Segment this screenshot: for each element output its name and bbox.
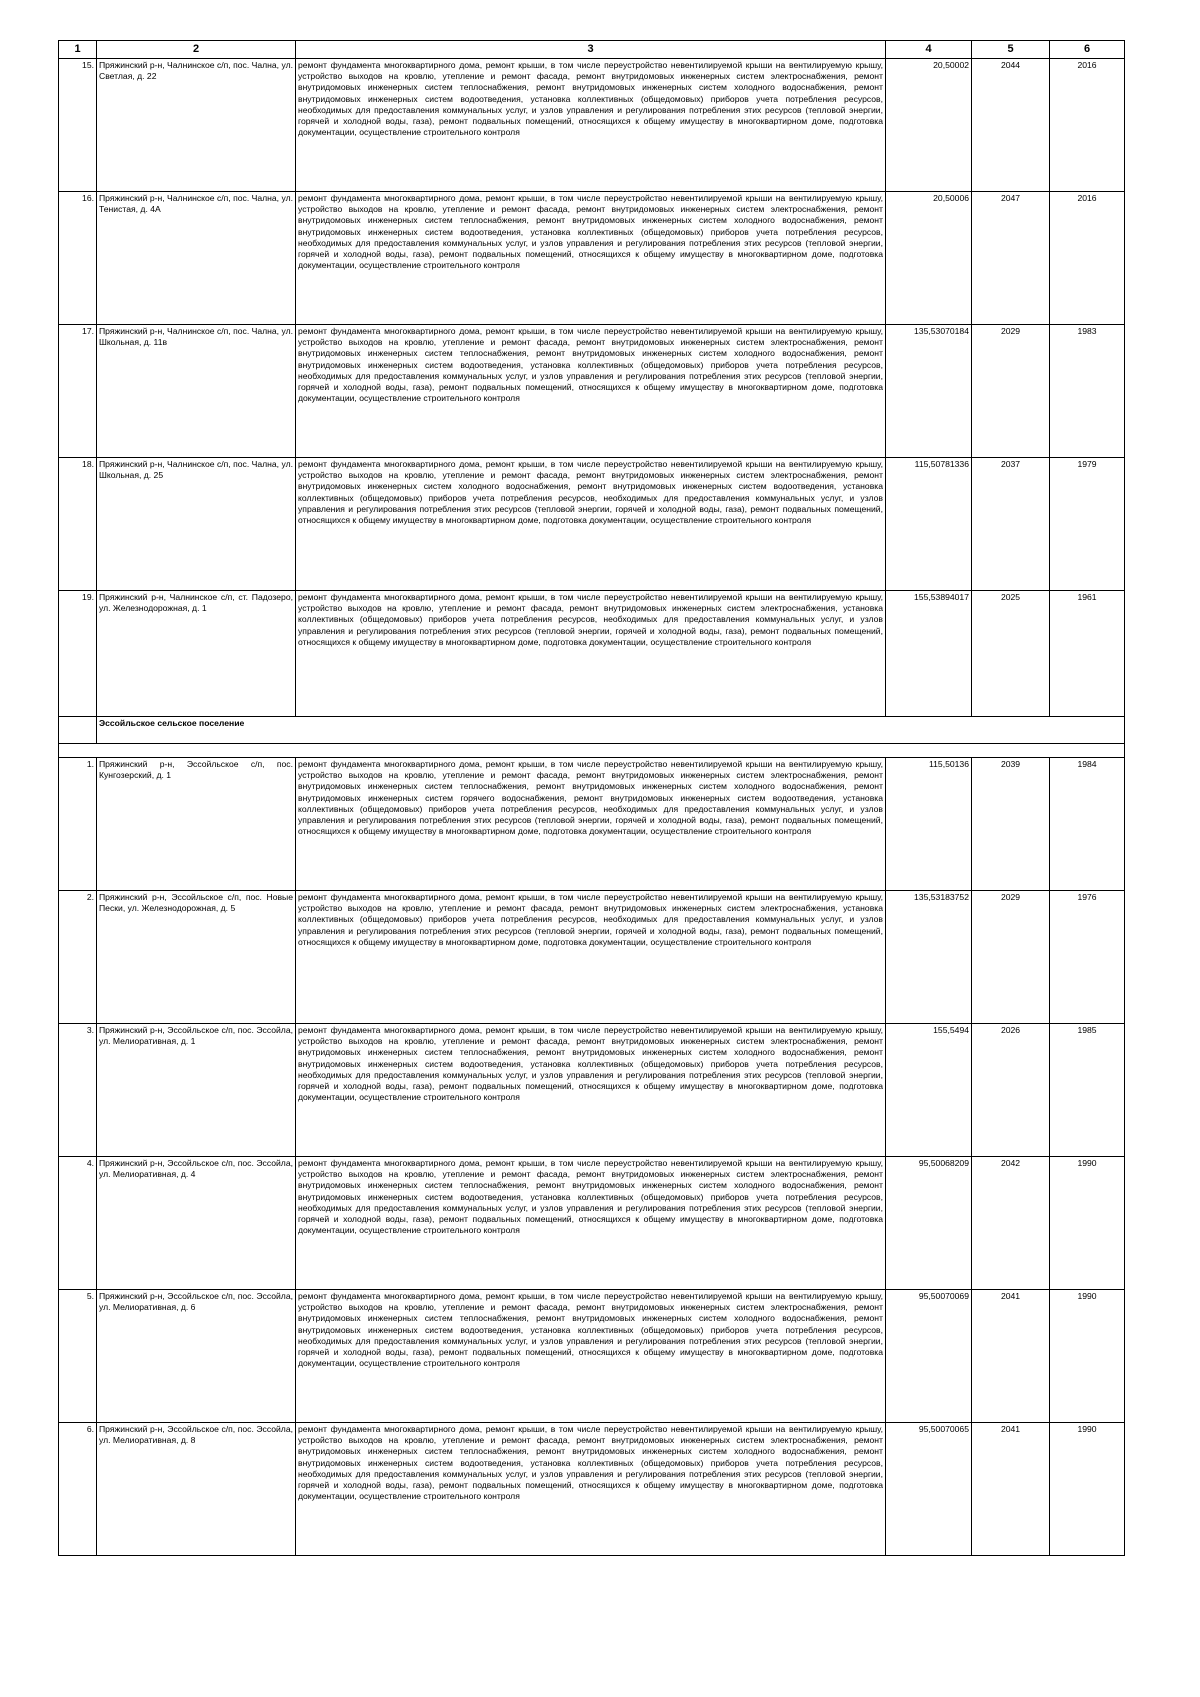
- row-number: 3.: [59, 1024, 97, 1157]
- row-address: Пряжинский р-н, Чалнинское с/п, пос. Чална, ул. Тенистая, д. 4А: [97, 192, 296, 325]
- row-year-built: 1990: [1050, 1290, 1125, 1423]
- row-works: ремонт фундамента многоквартирного дома, ремонт крыши, в том числе переустройство невентилируемой крыши на вентилируемую крышу, устройство выходов на кровлю, утепление и ремонт фасада, ремонт внутридомовых инженерных систем электроснабжения, ремонт внутридомовых инженерных систем теплоснабжения, ремонт внутридомовых инженерных систем холодного водоснабжения, ремонт внутридомовых инженерных систем водоотведения, установка коллективных (общедомовых) приборов учета потребления ресурсов, необходимых для предоставления коммунальных услуг, и узлов управления и регулирования потребления этих ресурсов (тепловой энергии, горячей и холодной воды, газа), ремонт подвальных помещений, относящихся к общему имуществу в многоквартирном доме, подготовка документации, осуществление строительного контроля: [296, 59, 886, 192]
- row-year-planned: 2042: [972, 1157, 1050, 1290]
- table-row: [59, 1290, 1125, 1423]
- row-year-built: 1976: [1050, 891, 1125, 1024]
- table-row: [59, 1024, 1125, 1157]
- column-header-1: 1: [59, 41, 97, 59]
- row-works: ремонт фундамента многоквартирного дома, ремонт крыши, в том числе переустройство невентилируемой крыши на вентилируемую крышу, устройство выходов на кровлю, утепление и ремонт фасада, ремонт внутридомовых инженерных систем электроснабжения, ремонт внутридомовых инженерных систем теплоснабжения, ремонт внутридомовых инженерных систем холодного водоснабжения, ремонт внутридомовых инженерных систем водоотведения, установка коллективных (общедомовых) приборов учета потребления ресурсов, необходимых для предоставления коммунальных услуг, и узлов управления и регулирования потребления этих ресурсов (тепловой энергии, горячей и холодной воды, газа), ремонт подвальных помещений, относящихся к общему имуществу в многоквартирном доме, подготовка документации, осуществление строительного контроля: [296, 325, 886, 458]
- row-works: ремонт фундамента многоквартирного дома, ремонт крыши, в том числе переустройство невентилируемой крыши на вентилируемую крышу, устройство выходов на кровлю, утепление и ремонт фасада, ремонт внутридомовых инженерных систем электроснабжения, установка коллективных (общедомовых) приборов учета потребления ресурсов, необходимых для предоставления коммунальных услуг, и узлов управления и регулирования потребления этих ресурсов (тепловой энергии, горячей и холодной воды, газа), ремонт подвальных помещений, относящихся к общему имуществу в многоквартирном доме, подготовка документации, осуществление строительного контроля: [296, 891, 886, 1024]
- row-number: 19.: [59, 591, 97, 717]
- row-year-built: 1979: [1050, 458, 1125, 591]
- column-header-4: 4: [886, 41, 972, 59]
- capital-repair-table: [58, 40, 1125, 1556]
- row-year-built: 1990: [1050, 1157, 1125, 1290]
- row-address: Пряжинский р-н, Эссойльское с/п, пос. Эссойла, ул. Мелиоративная, д. 1: [97, 1024, 296, 1157]
- row-year-planned: 2047: [972, 192, 1050, 325]
- column-header-6: 6: [1050, 41, 1125, 59]
- column-header-3: 3: [296, 41, 886, 59]
- row-year-built: 1990: [1050, 1423, 1125, 1556]
- row-year-planned: 2039: [972, 758, 1050, 891]
- row-address: Пряжинский р-н, Чалнинское с/п, пос. Чална, ул. Школьная, д. 25: [97, 458, 296, 591]
- row-year-built: 2016: [1050, 192, 1125, 325]
- table-header: [59, 41, 1125, 59]
- row-year-planned: 2041: [972, 1423, 1050, 1556]
- row-year-planned: 2044: [972, 59, 1050, 192]
- row-cost: 155,53894017: [886, 591, 972, 717]
- table-row: [59, 1157, 1125, 1290]
- row-number: 1.: [59, 758, 97, 891]
- table-body: [59, 59, 1125, 1556]
- row-address: Пряжинский р-н, Эссойльское с/п, пос. Эссойла, ул. Мелиоративная, д. 6: [97, 1290, 296, 1423]
- section-gap-row: [59, 744, 1125, 758]
- table-row: [59, 1423, 1125, 1556]
- row-address: Пряжинский р-н, Чалнинское с/п, ст. Падозеро, ул. Железнодорожная, д. 1: [97, 591, 296, 717]
- table-row: [59, 192, 1125, 325]
- row-cost: 135,53183752: [886, 891, 972, 1024]
- row-cost: 20,50002: [886, 59, 972, 192]
- row-works: ремонт фундамента многоквартирного дома, ремонт крыши, в том числе переустройство невентилируемой крыши на вентилируемую крышу, устройство выходов на кровлю, утепление и ремонт фасада, ремонт внутридомовых инженерных систем электроснабжения, установка коллективных (общедомовых) приборов учета потребления ресурсов, необходимых для предоставления коммунальных услуг, и узлов управления и регулирования потребления этих ресурсов (тепловой энергии, горячей и холодной воды, газа), ремонт подвальных помещений, относящихся к общему имуществу в многоквартирном доме, подготовка документации, осуществление строительного контроля: [296, 591, 886, 717]
- row-cost: 155,5494: [886, 1024, 972, 1157]
- row-number: 16.: [59, 192, 97, 325]
- row-number: 4.: [59, 1157, 97, 1290]
- table-row: [59, 458, 1125, 591]
- row-cost: 115,50136: [886, 758, 972, 891]
- row-address: Пряжинский р-н, Эссойльское с/п, пос. Новые Пески, ул. Железнодорожная, д. 5: [97, 891, 296, 1024]
- row-cost: 95,50070065: [886, 1423, 972, 1556]
- row-works: ремонт фундамента многоквартирного дома, ремонт крыши, в том числе переустройство невентилируемой крыши на вентилируемую крышу, устройство выходов на кровлю, утепление и ремонт фасада, ремонт внутридомовых инженерных систем электроснабжения, ремонт внутридомовых инженерных систем теплоснабжения, ремонт внутридомовых инженерных систем холодного водоснабжения, ремонт внутридомовых инженерных систем водоотведения, установка коллективных (общедомовых) приборов учета потребления ресурсов, необходимых для предоставления коммунальных услуг, и узлов управления и регулирования потребления этих ресурсов (тепловой энергии, горячей и холодной воды, газа), ремонт подвальных помещений, относящихся к общему имуществу в многоквартирном доме, подготовка документации, осуществление строительного контроля: [296, 192, 886, 325]
- row-cost: 95,50070069: [886, 1290, 972, 1423]
- row-year-built: 1985: [1050, 1024, 1125, 1157]
- row-address: Пряжинский р-н, Чалнинское с/п, пос. Чална, ул. Светлая, д. 22: [97, 59, 296, 192]
- row-number: 6.: [59, 1423, 97, 1556]
- row-number: 15.: [59, 59, 97, 192]
- row-works: ремонт фундамента многоквартирного дома, ремонт крыши, в том числе переустройство невентилируемой крыши на вентилируемую крышу, устройство выходов на кровлю, утепление и ремонт фасада, ремонт внутридомовых инженерных систем электроснабжения, ремонт внутридомовых инженерных систем теплоснабжения, ремонт внутридомовых инженерных систем холодного водоснабжения, ремонт внутридомовых инженерных систем водоотведения, установка коллективных (общедомовых) приборов учета потребления ресурсов, необходимых для предоставления коммунальных услуг, и узлов управления и регулирования потребления этих ресурсов (тепловой энергии, горячей и холодной воды, газа), ремонт подвальных помещений, относящихся к общему имуществу в многоквартирном доме, подготовка документации, осуществление строительного контроля: [296, 1024, 886, 1157]
- table-row: [59, 59, 1125, 192]
- row-works: ремонт фундамента многоквартирного дома, ремонт крыши, в том числе переустройство невентилируемой крыши на вентилируемую крышу, устройство выходов на кровлю, утепление и ремонт фасада, ремонт внутридомовых инженерных систем электроснабжения, ремонт внутридомовых инженерных систем теплоснабжения, ремонт внутридомовых инженерных систем холодного водоснабжения, ремонт внутридомовых инженерных систем водоотведения, установка коллективных (общедомовых) приборов учета потребления ресурсов, необходимых для предоставления коммунальных услуг, и узлов управления и регулирования потребления этих ресурсов (тепловой энергии, горячей и холодной воды, газа), ремонт подвальных помещений, относящихся к общему имуществу в многоквартирном доме, подготовка документации, осуществление строительного контроля: [296, 1423, 886, 1556]
- section-spacer: [59, 717, 97, 744]
- row-year-planned: 2025: [972, 591, 1050, 717]
- table-row: [59, 591, 1125, 717]
- section-gap: [59, 744, 1125, 758]
- row-cost: 95,50068209: [886, 1157, 972, 1290]
- row-number: 17.: [59, 325, 97, 458]
- row-year-built: 2016: [1050, 59, 1125, 192]
- row-address: Пряжинский р-н, Чалнинское с/п, пос. Чална, ул. Школьная, д. 11в: [97, 325, 296, 458]
- row-address: Пряжинский р-н, Эссойльское с/п, пос. Кунгозерский, д. 1: [97, 758, 296, 891]
- table-row: [59, 325, 1125, 458]
- row-year-built: 1983: [1050, 325, 1125, 458]
- row-cost: 20,50006: [886, 192, 972, 325]
- section-title: Эссойльское сельское поселение: [97, 717, 1125, 744]
- row-cost: 135,53070184: [886, 325, 972, 458]
- column-header-2: 2: [97, 41, 296, 59]
- table-row: [59, 758, 1125, 891]
- row-works: ремонт фундамента многоквартирного дома, ремонт крыши, в том числе переустройство невентилируемой крыши на вентилируемую крышу, устройство выходов на кровлю, утепление и ремонт фасада, ремонт внутридомовых инженерных систем электроснабжения, ремонт внутридомовых инженерных систем теплоснабжения, ремонт внутридомовых инженерных систем холодного водоснабжения, ремонт внутридомовых инженерных систем горячего водоснабжения, ремонт внутридомовых инженерных систем водоотведения, установка коллективных (общедомовых) приборов учета потребления ресурсов, необходимых для предоставления коммунальных услуг, и узлов управления и регулирования потребления этих ресурсов (тепловой энергии, горячей и холодной воды, газа), ремонт подвальных помещений, относящихся к общему имуществу в многоквартирном доме, подготовка документации, осуществление строительного контроля: [296, 758, 886, 891]
- row-year-built: 1961: [1050, 591, 1125, 717]
- row-works: ремонт фундамента многоквартирного дома, ремонт крыши, в том числе переустройство невентилируемой крыши на вентилируемую крышу, устройство выходов на кровлю, утепление и ремонт фасада, ремонт внутридомовых инженерных систем электроснабжения, ремонт внутридомовых инженерных систем холодного водоснабжения, ремонт внутридомовых инженерных систем водоотведения, установка коллективных (общедомовых) приборов учета потребления ресурсов, необходимых для предоставления коммунальных услуг, и узлов управления и регулирования потребления этих ресурсов (тепловой энергии, горячей и холодной воды, газа), ремонт подвальных помещений, относящихся к общему имуществу в многоквартирном доме, подготовка документации, осуществление строительного контроля: [296, 458, 886, 591]
- row-works: ремонт фундамента многоквартирного дома, ремонт крыши, в том числе переустройство невентилируемой крыши на вентилируемую крышу, устройство выходов на кровлю, утепление и ремонт фасада, ремонт внутридомовых инженерных систем электроснабжения, ремонт внутридомовых инженерных систем теплоснабжения, ремонт внутридомовых инженерных систем холодного водоснабжения, ремонт внутридомовых инженерных систем водоотведения, установка коллективных (общедомовых) приборов учета потребления ресурсов, необходимых для предоставления коммунальных услуг, и узлов управления и регулирования потребления этих ресурсов (тепловой энергии, горячей и холодной воды, газа), ремонт подвальных помещений, относящихся к общему имуществу в многоквартирном доме, подготовка документации, осуществление строительного контроля: [296, 1157, 886, 1290]
- column-header-5: 5: [972, 41, 1050, 59]
- section-title-row: [59, 717, 1125, 744]
- row-works: ремонт фундамента многоквартирного дома, ремонт крыши, в том числе переустройство невентилируемой крыши на вентилируемую крышу, устройство выходов на кровлю, утепление и ремонт фасада, ремонт внутридомовых инженерных систем электроснабжения, ремонт внутридомовых инженерных систем теплоснабжения, ремонт внутридомовых инженерных систем холодного водоснабжения, ремонт внутридомовых инженерных систем водоотведения, установка коллективных (общедомовых) приборов учета потребления ресурсов, необходимых для предоставления коммунальных услуг, и узлов управления и регулирования потребления этих ресурсов (тепловой энергии, горячей и холодной воды, газа), ремонт подвальных помещений, относящихся к общему имуществу в многоквартирном доме, подготовка документации, осуществление строительного контроля: [296, 1290, 886, 1423]
- row-year-planned: 2037: [972, 458, 1050, 591]
- row-year-planned: 2041: [972, 1290, 1050, 1423]
- row-address: Пряжинский р-н, Эссойльское с/п, пос. Эссойла, ул. Мелиоративная, д. 8: [97, 1423, 296, 1556]
- header-row: [59, 41, 1125, 59]
- row-year-planned: 2026: [972, 1024, 1050, 1157]
- row-cost: 115,50781336: [886, 458, 972, 591]
- row-address: Пряжинский р-н, Эссойльское с/п, пос. Эссойла, ул. Мелиоративная, д. 4: [97, 1157, 296, 1290]
- row-year-planned: 2029: [972, 325, 1050, 458]
- row-year-built: 1984: [1050, 758, 1125, 891]
- row-year-planned: 2029: [972, 891, 1050, 1024]
- row-number: 2.: [59, 891, 97, 1024]
- table-row: [59, 891, 1125, 1024]
- row-number: 5.: [59, 1290, 97, 1423]
- row-number: 18.: [59, 458, 97, 591]
